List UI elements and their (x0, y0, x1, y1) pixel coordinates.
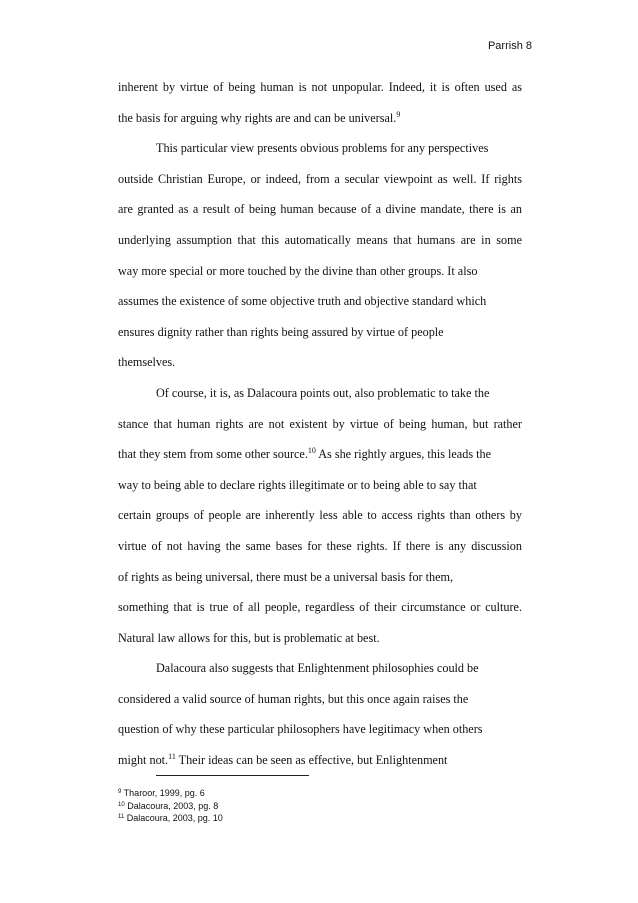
text-line: outside Christian Europe, or indeed, from a secular viewpoint as well. If rights (118, 171, 522, 186)
text-line: certain groups of people are inherently less able to access rights than others by (118, 508, 522, 523)
text-line: the basis for arguing why rights are and can be universal.$^9$ (118, 109, 401, 125)
footnote-ref: 9 (396, 109, 401, 119)
text-line: underlying assumption that this automatically means that humans are in some (118, 232, 522, 247)
text-line: way to being able to declare rights illegitimate or to being able to say that (118, 477, 477, 492)
text-line: inherent by virtue of being human is not unpopular. Indeed, it is often used as (118, 80, 522, 94)
footnote: $^{10}$ Dalacoura, 2003, pg. 8 (118, 800, 219, 811)
text-line: might not.$^{11}$ Their ideas can be seen as effective, but Enlightenment (118, 752, 448, 768)
text-line: something that is true of all people, regardless of their circumstance or culture. (118, 600, 522, 615)
text-line: virtue of not having the same bases for these rights. If there is any discussion (118, 538, 522, 553)
footnote-ref: 11 (168, 752, 176, 762)
text-line: Of course, it is, as Dalacoura points out, also problematic to take the (156, 385, 490, 400)
text-line: Dalacoura also suggests that Enlightenment philosophies could be (156, 661, 479, 676)
footnote: $^9$ Tharoor, 1999, pg. 6 (118, 788, 205, 798)
footnotes (118, 787, 223, 825)
text-line: question of why these particular philosophers have legitimacy when others (118, 722, 483, 737)
text-line: assumes the existence of some objective truth and objective standard which (118, 294, 487, 309)
text-line: that they stem from some other source.$^{10}$ As she rightly argues, this leads the (118, 446, 491, 462)
body-text (118, 72, 522, 776)
text-line: ensures dignity rather than rights being assured by virtue of people (118, 324, 444, 339)
footnote-ref: 10 (307, 446, 316, 456)
text-line: Natural law allows for this, but is problematic at best. (118, 630, 380, 645)
text-line: of rights as being universal, there must be a universal basis for them, (118, 569, 454, 584)
footnote-separator (156, 775, 309, 776)
text-line: stance that human rights are not existent by virtue of being human, but rather (118, 416, 522, 431)
footnote: $^{11}$ Dalacoura, 2003, pg. 10 (118, 813, 223, 823)
text-line: themselves. (118, 355, 176, 370)
text-line: are granted as a result of being human because of a divine mandate, there is an (118, 202, 522, 217)
text-line: This particular view presents obvious problems for any perspectives (156, 141, 489, 156)
running-head: Parrish 8 (487, 40, 532, 52)
text-line: considered a valid source of human rights, but this once again raises the (118, 691, 469, 706)
text-line: way more special or more touched by the divine than other groups. It also (118, 263, 478, 278)
